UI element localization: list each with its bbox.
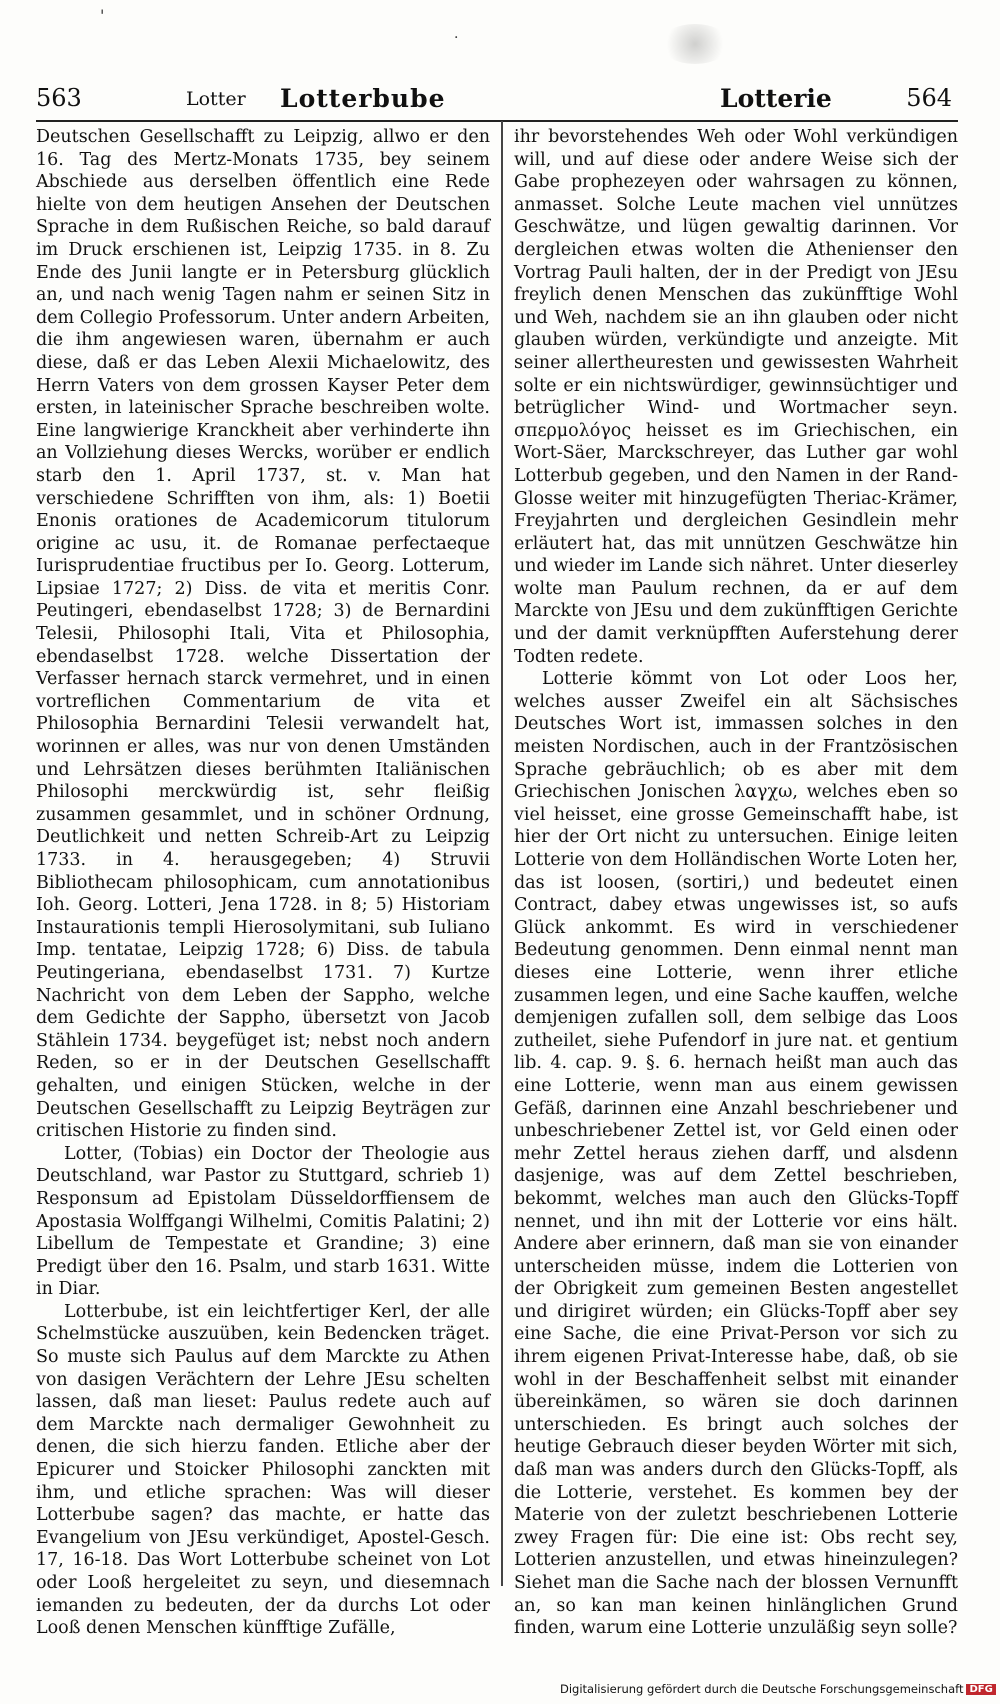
left-paragraph: Lotterbube, ist ein leichtfertiger Kerl, der alle Schelmstücke auszuüben, kein Bedencken träget. So muste sich Paulus auf dem Marckte zu Athen von dasigen Verächtern der Lehre JEsu schelten lassen, daß man lieset: Paulus redete auch auf dem Marckte nach dermaliger Gewohnheit zu denen, die sich hierzu fanden. Etliche aber der Epicurer und Stoicker Philosophi zanckten mit ihm, und etliche sprachen: Was will dieser Lotterbube sagen? das machte, er hatte das Evangelium von JEsu verkündiget, Apostel-Gesch. 17, 16-18. Das Wort Lotterbube scheinet von Lot oder Looß hergeleitet zu seyn, und diesemnach iemanden zu bedeuten, der da durchs Lot oder Looß denen Menschen künfftige Zufälle,	[36, 1301, 490, 1639]
right-headword: Lotterie	[720, 84, 832, 113]
left-page-number: 563	[36, 84, 82, 112]
right-column	[514, 126, 958, 1640]
left-headword: Lotterbube	[280, 84, 446, 113]
dfg-logo: DFG	[966, 1684, 995, 1695]
running-header	[36, 84, 956, 118]
right-paragraph: Lotterie kömmt von Lot oder Loos her, welches ausser Zweifel ein alt Sächsisches Deutsches Wort ist, immassen solches in den meisten Nordischen, auch in der Frantzösischen Sprache gebräuchlich; ob es aber mit dem Griechischen Jonischen λαγχω, welches eben so viel heisset, eine grosse Gemeinschafft habe, ist hier der Ort nicht zu untersuchen. Einige leiten Lotterie von dem Holländischen Worte Loten her, das ist loosen, (sortiri,) und bedeutet einen Contract, dabey etwas ungewisses ist, so aufs Glück ankommt. Es wird in verschiedener Bedeutung genommen. Denn einmal nennt man dieses eine Lotterie, wenn ihrer etliche zusammen legen, und eine Sache kauffen, welche demjenigen zufallen soll, dem selbige das Loos zutheilet, siehe Pufendorf in jure nat. et gentium lib. 4. cap. 9. §. 6. hernach heißt man auch das eine Lotterie, wenn man aus einem gewissen Gefäß, darinnen eine Anzahl beschriebener und unbeschriebener Zettel ist, vor Geld einen oder mehr Zettel heraus ziehen darff, und alsdenn dasjenige, was auf dem Zettel beschrieben, bekommt, welches man auch den Glücks-Topff nennet, und ihn mit der Lotterie vor eins hält. Andere aber erinnern, daß man sie von einander unterscheiden müsse, indem die Lotterien von der Obrigkeit zum gemeinen Besten angestellet und dirigiret würden; ein Glücks-Topff aber sey eine Sache, die eine Privat-Person vor sich zu ihrem eigenen Privat-Interesse habe, daß, ob sie wohl in der Beschaffenheit selbst mit einander übereinkämen, so wären sie doch darinnen unterschieden. Es bringt auch solches der heutige Gebrauch dieser beyden Wörter mit sich, daß man was anders durch den Glücks-Topff, als die Lotterie, verstehet. Es kommen bey der Materie von der zuletzt beschriebenen Lotterie zwey Fragen für: Die eine ist: Obs recht sey, Lotterien anzustellen, und etwas hineinzulegen? Siehet man die Sache nach der blossen Vernunfft an, so kan man keinen hinlänglichen Grund finden, warum eine Lotterie unzuläßig seyn solle?	[514, 669, 958, 1639]
scan-smudge	[660, 24, 730, 64]
right-page-number: 564	[906, 84, 952, 112]
top-dot-mark: ·	[454, 30, 459, 46]
left-paragraph: Deutschen Gesellschafft zu Leipzig, allwo er den 16. Tag des Mertz-Monats 1735, bey seinem Abschiede aus derselben öffentlich eine Rede hielte von dem heutigen Ansehen der Deutschen Sprache in dem Rußischen Reiche, so bald darauf im Druck erschienen ist, Leipzig 1735. in 8. Zu Ende des Junii langte er in Petersburg glücklich an, und nach wenig Tagen nahm er seinen Sitz in dem Collegio Professorum. Unter andern Arbeiten, die ihm angewiesen waren, übernahm er auch diese, daß er das Leben Alexii Michaelowitz, des Herrn Vaters von dem grossen Kayser Peter dem ersten, in lateinischer Sprache beschreiben wolte. Eine langwierige Kranckheit aber verhinderte ihn an Vollziehung dieses Wercks, worüber er endlich starb den 1. April 1737, st. v. Man hat verschiedene Schrifften von ihm, als: 1) Boetii Enonis orationes de Academicorum titulorum origine ac usu, it. de Romanae perfectaeque Iurisprudentiae fructibus per Io. Georg. Lotterum, Lipsiae 1727; 2) Diss. de vita et meritis Conr. Peutingeri, ebendaselbst 1728; 3) de Bernardini Telesii, Philosophi Itali, Vita et Philosophia, ebendaselbst 1728. welche Dissertation der Verfasser hernach starck vermehret, und in einen vortreflichen Commentarium de vita et Philosophia Bernardini Telesii verwandelt hat, worinnen er alles, was nur von denen Umständen und Lehrsätzen dieses berühmten Italiänischen Philosophi merckwürdig ist, sehr fleißig zusammen gesammlet, und in schöner Ordnung, Deutlichkeit und netten Schreib-Art zu Leipzig 1733. in 4. herausgegeben; 4) Struvii Bibliothecam philosophicam, cum annotationibus Ioh. Georg. Lotteri, Jena 1728. in 8; 5) Historiam Instaurationis templi Hierosolymitani, sub Iuliano Imp. tentatae, Leipzig 1728; 6) Diss. de tabula Peutingeriana, ebendaselbst 1731. 7) Kurtze Nachricht von dem Leben der Sappho, welche dem Gedichte der Sappho, übersetzt von Jacob Stählein 1734. beygefüget ist; nebst noch andern Reden, so er in der Deutschen Gesellschafft gehalten, und einigen Stücken, welche in der Deutschen Gesellschafft zu Leipzig Beyträgen zur critischen Historie zu finden sind.	[36, 127, 490, 1142]
top-tick-mark: '	[100, 6, 105, 25]
digitization-footer	[560, 1682, 993, 1696]
right-paragraph: ihr bevorstehendes Weh oder Wohl verkündigen will, und auf diese oder andere Weise sich der Gabe prophezeyen oder wahrsagen zu können, anmasset. Solche Leute machen viel unnützes Geschwätze, und lügen gewaltig darinnen. Vor dergleichen etwas wolten die Athenienser den Vortrag Pauli halten, der in der Predigt von JEsu freylich denen Menschen das zukünfftige Wohl und Weh, nachdem sie an ihn glauben oder nicht glauben würden, verkündigte und anzeigte. Mit seiner allertheuresten und gewissesten Wahrheit solte er ein nichtswürdiger, gewinnsüchtiger und betrüglicher Wind- und Wortmacher seyn. σπερμολόγος heisset es im Griechischen, ein Wort-Säer, Marckschreyer, das Luther gar wohl Lotterbub gegeben, und den Namen in der Rand-Glosse weiter mit hinzugefügten Theriac-Krämer, Freyjahrten und dergleichen Gesindlein mehr erläutert hat, das mit unnützen Geschwätze hin und wieder im Lande sich nähret. Unter dieserley wolte man Paulum rechnen, da er auf dem Marckte von JEsu und dem zukünfftigen Gerichte und der damit verknüpfften Auferstehung derer Todten redete.	[514, 127, 958, 667]
footer-text: Digitalisierung gefördert durch die Deutsche Forschungsgemeinschaft	[560, 1682, 964, 1696]
column-divider	[501, 121, 503, 1586]
left-column	[36, 126, 490, 1640]
left-catchword: Lotter	[186, 88, 246, 110]
header-rule	[36, 120, 958, 122]
left-paragraph: Lotter, (Tobias) ein Doctor der Theologie aus Deutschland, war Pastor zu Stuttgard, schrieb 1) Responsum ad Epistolam Düsseldorffiensem de Apostasia Wolffgangi Wilhelmi, Comitis Palatini; 2) Libellum de Tempestate et Grandine; 3) eine Predigt über den 16. Psalm, und starb 1631. Witte in Diar.	[36, 1143, 490, 1300]
